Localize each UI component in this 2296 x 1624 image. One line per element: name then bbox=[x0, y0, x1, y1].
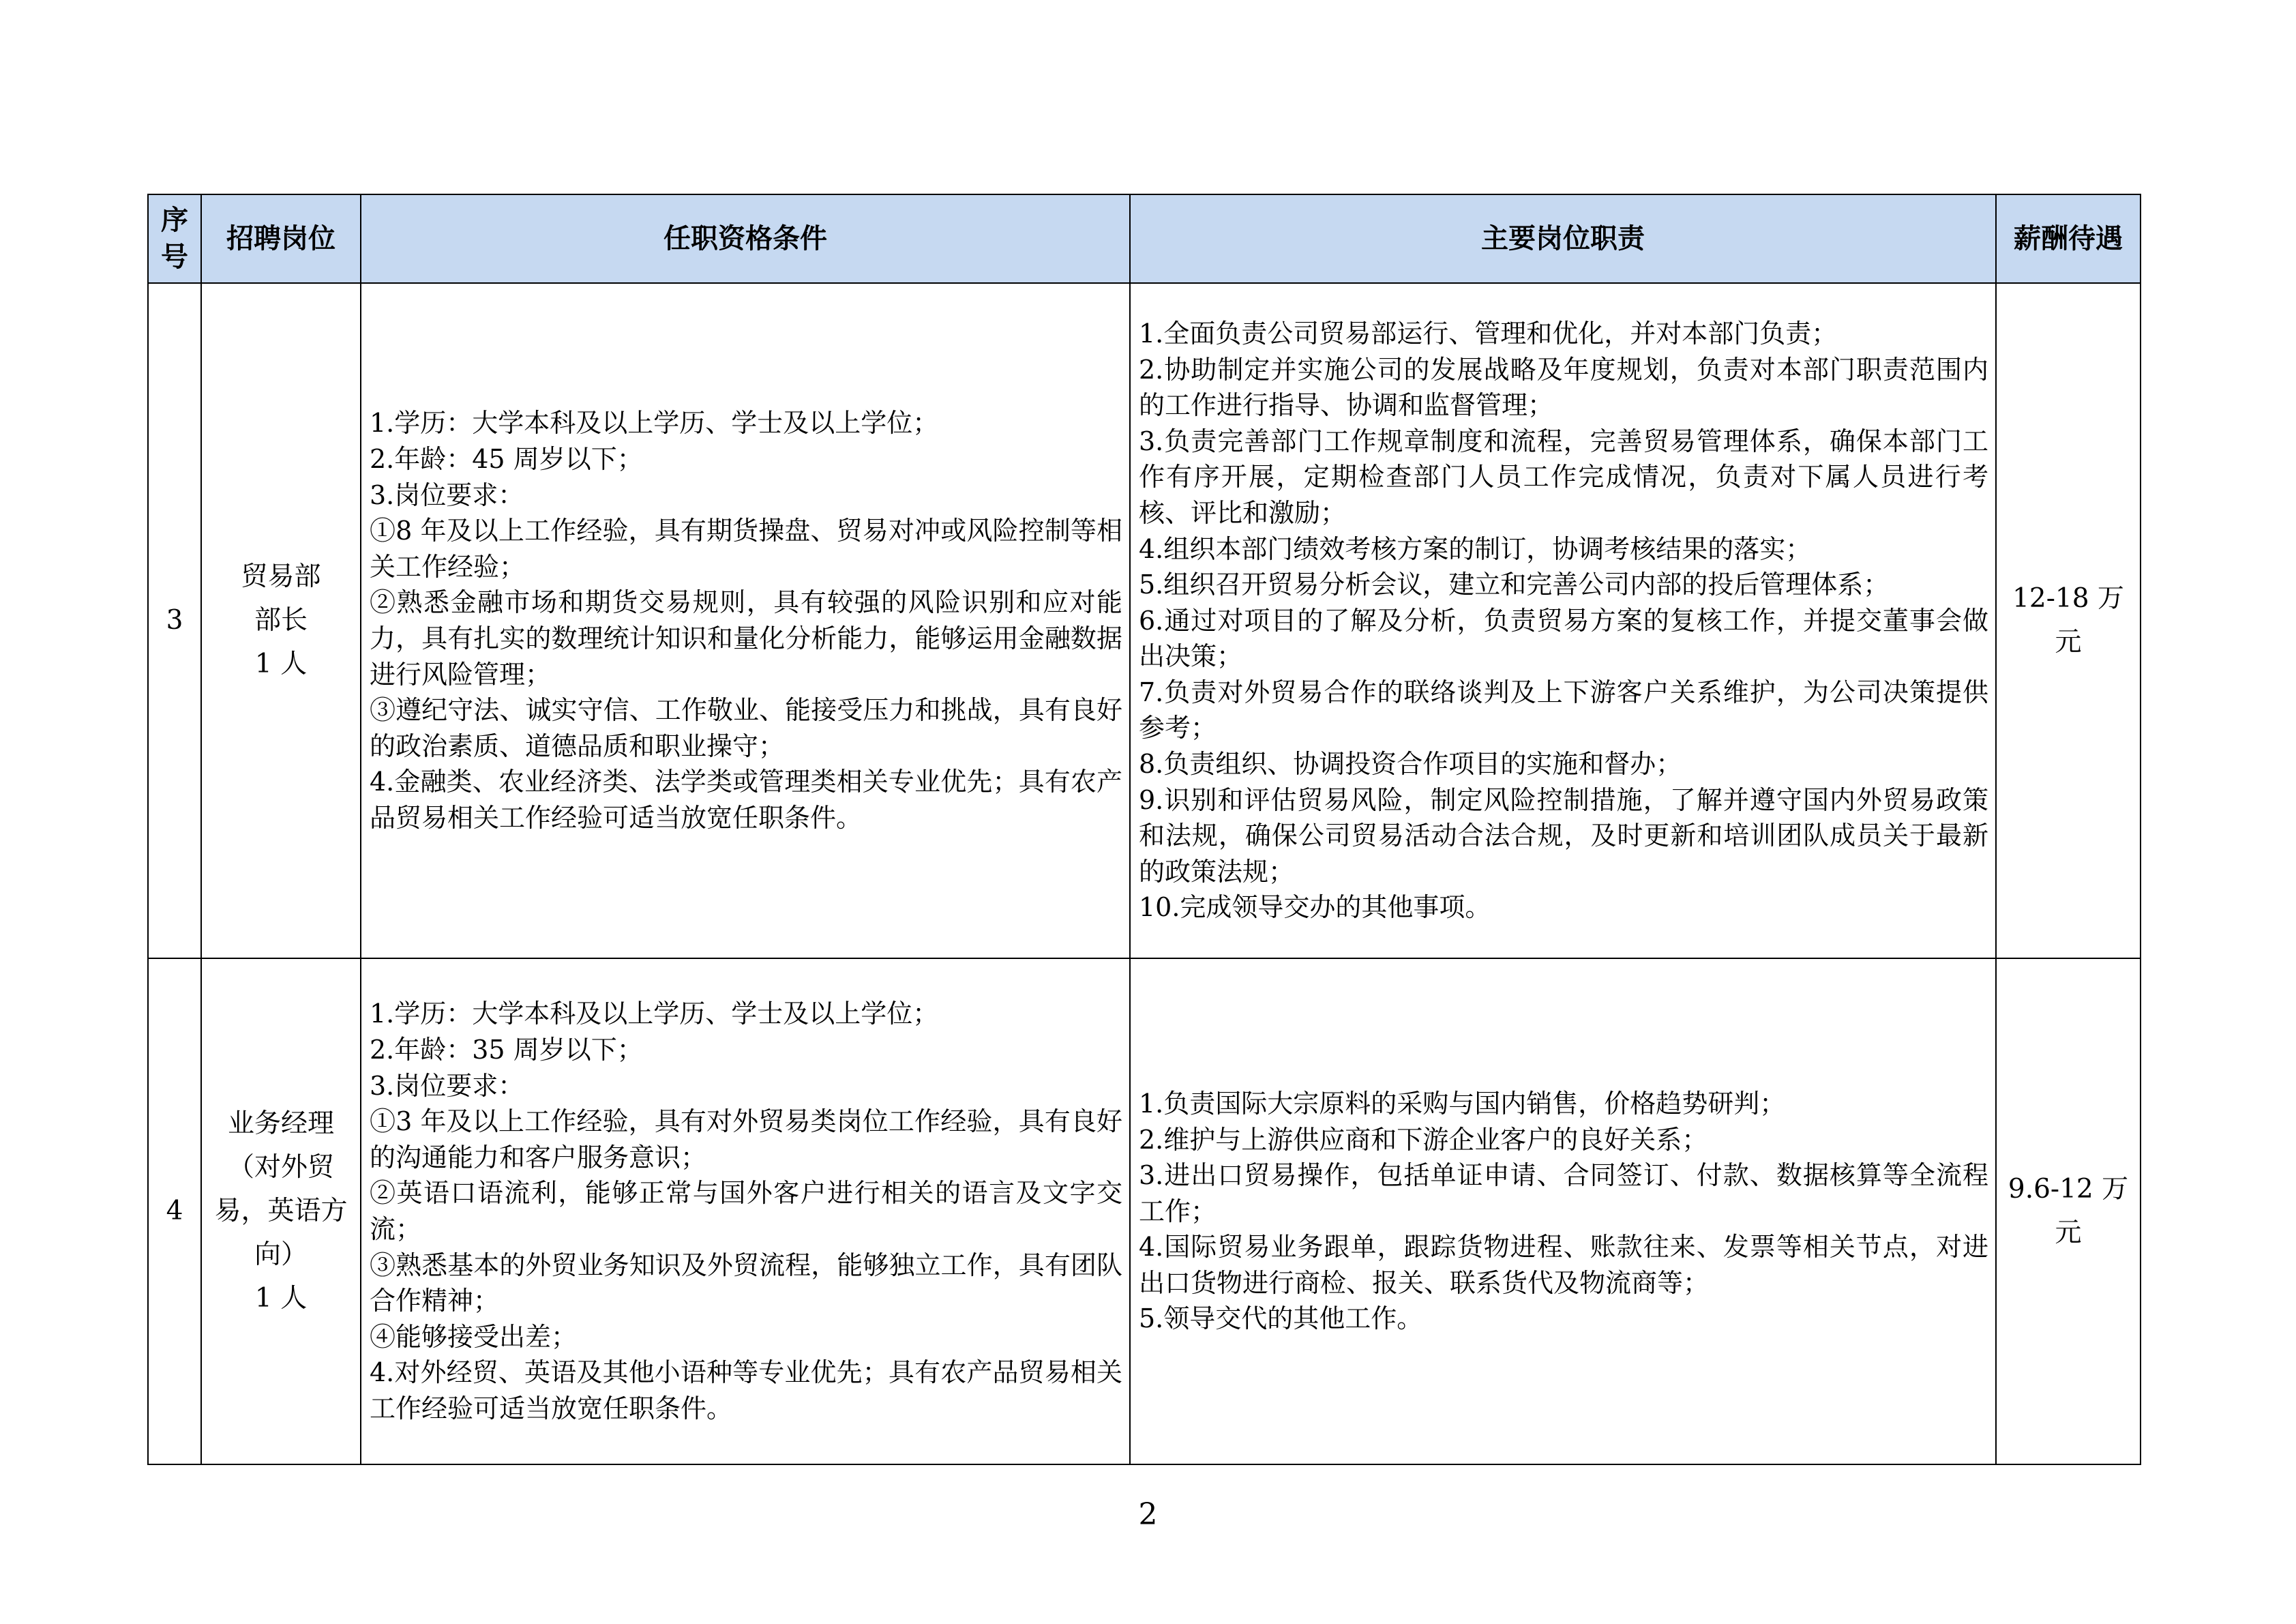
qualification-item: 4.对外经贸、英语及其他小语种等专业优先；具有农产品贸易相关工作经验可适当放宽任职条件。 bbox=[370, 1357, 1122, 1423]
header-seq-line1: 序 bbox=[161, 205, 188, 236]
header-seq-line2: 号 bbox=[161, 241, 188, 273]
qualification-item: ④能够接受出差； bbox=[370, 1321, 578, 1352]
qualification-item: ③熟悉基本的外贸业务知识及外贸流程，能够独立工作，具有团队合作精神； bbox=[370, 1250, 1122, 1316]
row-seq: 4 bbox=[148, 958, 201, 1464]
row-qualifications bbox=[361, 283, 1130, 958]
position-line: 易，英语方 bbox=[214, 1196, 348, 1226]
page-number: 2 bbox=[1138, 1497, 1158, 1532]
qualification-item: 2.年龄：45 周岁以下； bbox=[370, 444, 643, 475]
qualification-item: 2.年龄：35 周岁以下； bbox=[370, 1035, 643, 1065]
position-line: 1 人 bbox=[254, 1283, 308, 1314]
salary-line: 12-18 万 bbox=[2012, 583, 2124, 614]
table-row bbox=[148, 958, 2141, 1464]
table-header-row bbox=[148, 194, 2141, 283]
row-salary bbox=[1996, 283, 2141, 958]
row-position bbox=[201, 283, 361, 958]
salary-line: 元 bbox=[2055, 1217, 2082, 1248]
position-line: 1 人 bbox=[254, 649, 308, 679]
qualification-item: 3.岗位要求： bbox=[370, 1070, 524, 1101]
duty-item: 5.领导交代的其他工作。 bbox=[1139, 1303, 1423, 1334]
duty-item: 6.通过对项目的了解及分析，负责贸易方案的复核工作，并提交董事会做出决策； bbox=[1139, 605, 1988, 672]
header-duties: 主要岗位职责 bbox=[1130, 194, 1996, 283]
qualification-item: ②熟悉金融市场和期货交易规则，具有较强的风险识别和应对能力，具有扎实的数理统计知识和量化分析能力，能够运用金融数据进行风险管理； bbox=[370, 587, 1122, 690]
position-line: 部长 bbox=[254, 605, 308, 636]
table-row bbox=[148, 283, 2141, 958]
qualification-item: ③遵纪守法、诚实守信、工作敬业、能接受压力和挑战，具有良好的政治素质、道德品质和职业操守； bbox=[370, 695, 1122, 761]
duty-item: 1.全面负责公司贸易部运行、管理和优化，并对本部门负责； bbox=[1139, 318, 1838, 349]
duty-item: 10.完成领导交办的其他事项。 bbox=[1139, 892, 1491, 923]
qualification-item: 4.金融类、农业经济类、法学类或管理类相关专业优先；具有农产品贸易相关工作经验可适当放宽任职条件。 bbox=[370, 767, 1122, 833]
duty-item: 3.进出口贸易操作，包括单证申请、合同签订、付款、数据核算等全流程工作； bbox=[1139, 1160, 1988, 1226]
qualification-item: 3.岗位要求： bbox=[370, 479, 524, 510]
qualification-item: ①3 年及以上工作经验，具有对外贸易类岗位工作经验，具有良好的沟通能力和客户服务意识； bbox=[370, 1106, 1122, 1172]
row-salary bbox=[1996, 958, 2141, 1464]
salary-line: 9.6-12 万 bbox=[2008, 1174, 2129, 1205]
qualification-item: 1.学历：大学本科及以上学历、学士及以上学位； bbox=[370, 999, 939, 1029]
row-qualifications bbox=[361, 958, 1130, 1464]
position-line: （对外贸 bbox=[227, 1152, 334, 1183]
qualification-item: ②英语口语流利，能够正常与国外客户进行相关的语言及文字交流； bbox=[370, 1178, 1122, 1244]
duty-item: 5.组织召开贸易分析会议，建立和完善公司内部的投后管理体系； bbox=[1139, 570, 1890, 600]
job-posting-table bbox=[147, 194, 2141, 1465]
duty-item: 8.负责组织、协调投资合作项目的实施和督办； bbox=[1139, 749, 1682, 780]
position-line: 向） bbox=[254, 1239, 308, 1270]
duty-item: 3.负责完善部门工作规章制度和流程，完善贸易管理体系，确保本部门工作有序开展，定期检查部门人员工作完成情况，负责对下属人员进行考核、评比和激励； bbox=[1139, 426, 1988, 528]
position-line: 业务经理 bbox=[227, 1108, 334, 1139]
qualification-item: 1.学历：大学本科及以上学历、学士及以上学位； bbox=[370, 408, 939, 439]
row-position bbox=[201, 958, 361, 1464]
duty-item: 7.负责对外贸易合作的联络谈判及上下游客户关系维护，为公司决策提供参考； bbox=[1139, 677, 1988, 743]
position-line: 贸易部 bbox=[241, 561, 321, 592]
header-position: 招聘岗位 bbox=[201, 194, 361, 283]
header-salary: 薪酬待遇 bbox=[1996, 194, 2141, 283]
row-seq: 3 bbox=[148, 283, 201, 958]
row-duties bbox=[1130, 958, 1996, 1464]
salary-line: 元 bbox=[2055, 627, 2082, 658]
qualification-item: ①8 年及以上工作经验，具有期货操盘、贸易对冲或风险控制等相关工作经验； bbox=[370, 516, 1122, 582]
duty-item: 2.维护与上游供应商和下游企业客户的良好关系； bbox=[1139, 1124, 1708, 1155]
duty-item: 9.识别和评估贸易风险，制定风险控制措施，了解并遵守国内外贸易政策和法规，确保公司贸易活动合法合规，及时更新和培训团队成员关于最新的政策法规； bbox=[1139, 784, 1988, 887]
duty-item: 4.国际贸易业务跟单，跟踪货物进程、账款往来、发票等相关节点，对进出口货物进行商检、报关、联系货代及物流商等； bbox=[1139, 1232, 1988, 1298]
header-seq bbox=[148, 194, 201, 283]
row-duties bbox=[1130, 283, 1996, 958]
header-qualifications: 任职资格条件 bbox=[361, 194, 1130, 283]
duty-item: 4.组织本部门绩效考核方案的制订，协调考核结果的落实； bbox=[1139, 533, 1812, 564]
duty-item: 2.协助制定并实施公司的发展战略及年度规划，负责对本部门职责范围内的工作进行指导、协调和监督管理； bbox=[1139, 354, 1988, 421]
duty-item: 1.负责国际大宗原料的采购与国内销售，价格趋势研判； bbox=[1139, 1088, 1786, 1119]
